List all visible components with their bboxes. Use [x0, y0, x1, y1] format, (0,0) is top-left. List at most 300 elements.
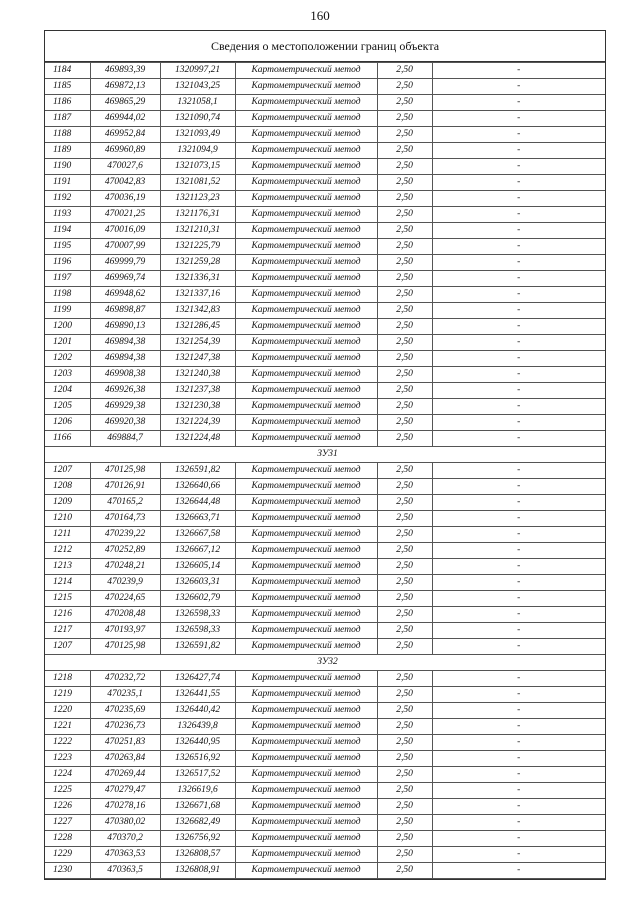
- x-coordinate-cell: 469894,38: [90, 351, 160, 367]
- description-cell: -: [432, 847, 605, 863]
- accuracy-cell: 2,50: [377, 271, 432, 287]
- point-number-cell: 1216: [45, 607, 90, 623]
- accuracy-cell: 2,50: [377, 63, 432, 79]
- table-row: [45, 335, 605, 351]
- table-row: [45, 847, 605, 863]
- table-row: [45, 527, 605, 543]
- point-number-cell: 1228: [45, 831, 90, 847]
- table-row: [45, 367, 605, 383]
- accuracy-cell: 2,50: [377, 223, 432, 239]
- table-row: [45, 191, 605, 207]
- accuracy-cell: 2,50: [377, 207, 432, 223]
- y-coordinate-cell: 1326682,49: [160, 815, 235, 831]
- table-row: [45, 431, 605, 447]
- description-cell: -: [432, 463, 605, 479]
- table-row: [45, 815, 605, 831]
- table-row: [45, 143, 605, 159]
- method-cell: Картометрический метод: [235, 671, 377, 687]
- accuracy-cell: 2,50: [377, 463, 432, 479]
- point-number-cell: 1207: [45, 639, 90, 655]
- accuracy-cell: 2,50: [377, 127, 432, 143]
- method-cell: Картометрический метод: [235, 271, 377, 287]
- table-row: [45, 511, 605, 527]
- point-number-cell: 1209: [45, 495, 90, 511]
- method-cell: Картометрический метод: [235, 815, 377, 831]
- description-cell: -: [432, 495, 605, 511]
- accuracy-cell: 2,50: [377, 111, 432, 127]
- section-label: ЗУ31: [45, 447, 605, 463]
- description-cell: -: [432, 607, 605, 623]
- y-coordinate-cell: 1321224,39: [160, 415, 235, 431]
- point-number-cell: 1229: [45, 847, 90, 863]
- description-cell: -: [432, 783, 605, 799]
- accuracy-cell: 2,50: [377, 607, 432, 623]
- x-coordinate-cell: 470126,91: [90, 479, 160, 495]
- accuracy-cell: 2,50: [377, 95, 432, 111]
- y-coordinate-cell: 1326756,92: [160, 831, 235, 847]
- method-cell: Картометрический метод: [235, 79, 377, 95]
- method-cell: Картометрический метод: [235, 719, 377, 735]
- method-cell: Картометрический метод: [235, 175, 377, 191]
- table-row: [45, 751, 605, 767]
- point-number-cell: 1221: [45, 719, 90, 735]
- accuracy-cell: 2,50: [377, 559, 432, 575]
- description-cell: -: [432, 271, 605, 287]
- boundary-table-frame: [44, 30, 606, 880]
- method-cell: Картометрический метод: [235, 351, 377, 367]
- description-cell: -: [432, 415, 605, 431]
- point-number-cell: 1217: [45, 623, 90, 639]
- point-number-cell: 1206: [45, 415, 90, 431]
- accuracy-cell: 2,50: [377, 511, 432, 527]
- y-coordinate-cell: 1326667,58: [160, 527, 235, 543]
- y-coordinate-cell: 1326591,82: [160, 639, 235, 655]
- method-cell: Картометрический метод: [235, 607, 377, 623]
- description-cell: -: [432, 831, 605, 847]
- y-coordinate-cell: 1326667,12: [160, 543, 235, 559]
- point-number-cell: 1186: [45, 95, 90, 111]
- x-coordinate-cell: 469944,02: [90, 111, 160, 127]
- table-row: [45, 79, 605, 95]
- y-coordinate-cell: 1326671,68: [160, 799, 235, 815]
- point-number-cell: 1187: [45, 111, 90, 127]
- description-cell: -: [432, 143, 605, 159]
- x-coordinate-cell: 470278,16: [90, 799, 160, 815]
- x-coordinate-cell: 470208,48: [90, 607, 160, 623]
- accuracy-cell: 2,50: [377, 623, 432, 639]
- description-cell: -: [432, 719, 605, 735]
- section-header-row: [45, 447, 605, 463]
- description-cell: -: [432, 799, 605, 815]
- point-number-cell: 1196: [45, 255, 90, 271]
- method-cell: Картометрический метод: [235, 687, 377, 703]
- y-coordinate-cell: 1326663,71: [160, 511, 235, 527]
- point-number-cell: 1224: [45, 767, 90, 783]
- y-coordinate-cell: 1321286,45: [160, 319, 235, 335]
- method-cell: Картометрический метод: [235, 735, 377, 751]
- point-number-cell: 1194: [45, 223, 90, 239]
- table-row: [45, 159, 605, 175]
- x-coordinate-cell: 470232,72: [90, 671, 160, 687]
- point-number-cell: 1184: [45, 63, 90, 79]
- accuracy-cell: 2,50: [377, 143, 432, 159]
- description-cell: -: [432, 223, 605, 239]
- x-coordinate-cell: 469908,38: [90, 367, 160, 383]
- description-cell: -: [432, 479, 605, 495]
- accuracy-cell: 2,50: [377, 287, 432, 303]
- accuracy-cell: 2,50: [377, 687, 432, 703]
- accuracy-cell: 2,50: [377, 719, 432, 735]
- point-number-cell: 1191: [45, 175, 90, 191]
- point-number-cell: 1195: [45, 239, 90, 255]
- method-cell: Картометрический метод: [235, 431, 377, 447]
- x-coordinate-cell: 469952,84: [90, 127, 160, 143]
- description-cell: -: [432, 239, 605, 255]
- accuracy-cell: 2,50: [377, 79, 432, 95]
- x-coordinate-cell: 469893,39: [90, 63, 160, 79]
- table-row: [45, 703, 605, 719]
- method-cell: Картометрический метод: [235, 767, 377, 783]
- description-cell: -: [432, 175, 605, 191]
- accuracy-cell: 2,50: [377, 815, 432, 831]
- y-coordinate-cell: 1321043,25: [160, 79, 235, 95]
- page-number: 160: [310, 8, 330, 23]
- x-coordinate-cell: 470251,83: [90, 735, 160, 751]
- point-number-cell: 1203: [45, 367, 90, 383]
- method-cell: Картометрический метод: [235, 863, 377, 879]
- x-coordinate-cell: 470027,6: [90, 159, 160, 175]
- y-coordinate-cell: 1326516,92: [160, 751, 235, 767]
- method-cell: Картометрический метод: [235, 479, 377, 495]
- method-cell: Картометрический метод: [235, 639, 377, 655]
- y-coordinate-cell: 1326440,42: [160, 703, 235, 719]
- point-number-cell: 1223: [45, 751, 90, 767]
- method-cell: Картометрический метод: [235, 223, 377, 239]
- y-coordinate-cell: 1321254,39: [160, 335, 235, 351]
- description-cell: -: [432, 671, 605, 687]
- accuracy-cell: 2,50: [377, 303, 432, 319]
- point-number-cell: 1197: [45, 271, 90, 287]
- y-coordinate-cell: 1321259,28: [160, 255, 235, 271]
- description-cell: -: [432, 575, 605, 591]
- description-cell: -: [432, 351, 605, 367]
- point-number-cell: 1208: [45, 479, 90, 495]
- x-coordinate-cell: 470224,65: [90, 591, 160, 607]
- point-number-cell: 1218: [45, 671, 90, 687]
- table-row: [45, 719, 605, 735]
- method-cell: Картометрический метод: [235, 463, 377, 479]
- accuracy-cell: 2,50: [377, 735, 432, 751]
- description-cell: -: [432, 79, 605, 95]
- x-coordinate-cell: 470007,99: [90, 239, 160, 255]
- x-coordinate-cell: 469929,38: [90, 399, 160, 415]
- method-cell: Картометрический метод: [235, 111, 377, 127]
- y-coordinate-cell: 1321093,49: [160, 127, 235, 143]
- x-coordinate-cell: 470042,83: [90, 175, 160, 191]
- method-cell: Картометрический метод: [235, 143, 377, 159]
- method-cell: Картометрический метод: [235, 415, 377, 431]
- table-row: [45, 767, 605, 783]
- description-cell: -: [432, 63, 605, 79]
- x-coordinate-cell: 469926,38: [90, 383, 160, 399]
- accuracy-cell: 2,50: [377, 751, 432, 767]
- table-row: [45, 639, 605, 655]
- accuracy-cell: 2,50: [377, 783, 432, 799]
- method-cell: Картометрический метод: [235, 495, 377, 511]
- y-coordinate-cell: 1326598,33: [160, 623, 235, 639]
- x-coordinate-cell: 469884,7: [90, 431, 160, 447]
- table-row: [45, 479, 605, 495]
- method-cell: Картометрический метод: [235, 591, 377, 607]
- table-row: [45, 463, 605, 479]
- accuracy-cell: 2,50: [377, 239, 432, 255]
- coordinates-table: [45, 62, 605, 879]
- point-number-cell: 1215: [45, 591, 90, 607]
- table-row: [45, 303, 605, 319]
- x-coordinate-cell: 470165,2: [90, 495, 160, 511]
- y-coordinate-cell: 1321237,38: [160, 383, 235, 399]
- table-row: [45, 591, 605, 607]
- table-row: [45, 783, 605, 799]
- method-cell: Картометрический метод: [235, 303, 377, 319]
- description-cell: -: [432, 207, 605, 223]
- y-coordinate-cell: 1326602,79: [160, 591, 235, 607]
- accuracy-cell: 2,50: [377, 799, 432, 815]
- y-coordinate-cell: 1321090,74: [160, 111, 235, 127]
- accuracy-cell: 2,50: [377, 479, 432, 495]
- point-number-cell: 1210: [45, 511, 90, 527]
- method-cell: Картометрический метод: [235, 335, 377, 351]
- table-row: [45, 319, 605, 335]
- description-cell: -: [432, 335, 605, 351]
- accuracy-cell: 2,50: [377, 415, 432, 431]
- table-row: [45, 495, 605, 511]
- method-cell: Картометрический метод: [235, 751, 377, 767]
- accuracy-cell: 2,50: [377, 319, 432, 335]
- point-number-cell: 1226: [45, 799, 90, 815]
- accuracy-cell: 2,50: [377, 431, 432, 447]
- y-coordinate-cell: 1326439,8: [160, 719, 235, 735]
- table-row: [45, 543, 605, 559]
- table-row: [45, 287, 605, 303]
- x-coordinate-cell: 469960,89: [90, 143, 160, 159]
- description-cell: -: [432, 383, 605, 399]
- accuracy-cell: 2,50: [377, 767, 432, 783]
- x-coordinate-cell: 470363,5: [90, 863, 160, 879]
- point-number-cell: 1188: [45, 127, 90, 143]
- y-coordinate-cell: 1321230,38: [160, 399, 235, 415]
- description-cell: -: [432, 431, 605, 447]
- accuracy-cell: 2,50: [377, 335, 432, 351]
- y-coordinate-cell: 1326427,74: [160, 671, 235, 687]
- x-coordinate-cell: 470235,1: [90, 687, 160, 703]
- description-cell: -: [432, 367, 605, 383]
- y-coordinate-cell: 1321337,16: [160, 287, 235, 303]
- description-cell: -: [432, 543, 605, 559]
- method-cell: Картометрический метод: [235, 207, 377, 223]
- y-coordinate-cell: 1326619,6: [160, 783, 235, 799]
- description-cell: -: [432, 191, 605, 207]
- table-row: [45, 559, 605, 575]
- accuracy-cell: 2,50: [377, 543, 432, 559]
- table-row: [45, 623, 605, 639]
- accuracy-cell: 2,50: [377, 255, 432, 271]
- method-cell: Картометрический метод: [235, 159, 377, 175]
- table-row: [45, 671, 605, 687]
- section-header-row: [45, 655, 605, 671]
- y-coordinate-cell: 1326605,14: [160, 559, 235, 575]
- y-coordinate-cell: 1321225,79: [160, 239, 235, 255]
- method-cell: Картометрический метод: [235, 543, 377, 559]
- x-coordinate-cell: 469898,87: [90, 303, 160, 319]
- accuracy-cell: 2,50: [377, 847, 432, 863]
- method-cell: Картометрический метод: [235, 831, 377, 847]
- x-coordinate-cell: 469999,79: [90, 255, 160, 271]
- y-coordinate-cell: 1321094,9: [160, 143, 235, 159]
- method-cell: Картометрический метод: [235, 127, 377, 143]
- accuracy-cell: 2,50: [377, 399, 432, 415]
- point-number-cell: 1211: [45, 527, 90, 543]
- description-cell: -: [432, 591, 605, 607]
- y-coordinate-cell: 1321123,23: [160, 191, 235, 207]
- x-coordinate-cell: 469865,29: [90, 95, 160, 111]
- y-coordinate-cell: 1326441,55: [160, 687, 235, 703]
- point-number-cell: 1185: [45, 79, 90, 95]
- x-coordinate-cell: 469948,62: [90, 287, 160, 303]
- description-cell: -: [432, 399, 605, 415]
- description-cell: -: [432, 751, 605, 767]
- point-number-cell: 1227: [45, 815, 90, 831]
- description-cell: -: [432, 303, 605, 319]
- method-cell: Картометрический метод: [235, 319, 377, 335]
- x-coordinate-cell: 470380,02: [90, 815, 160, 831]
- accuracy-cell: 2,50: [377, 575, 432, 591]
- table-row: [45, 223, 605, 239]
- table-row: [45, 383, 605, 399]
- description-cell: -: [432, 815, 605, 831]
- x-coordinate-cell: 470016,09: [90, 223, 160, 239]
- method-cell: Картометрический метод: [235, 623, 377, 639]
- method-cell: Картометрический метод: [235, 191, 377, 207]
- table-row: [45, 415, 605, 431]
- point-number-cell: 1198: [45, 287, 90, 303]
- x-coordinate-cell: 470279,47: [90, 783, 160, 799]
- y-coordinate-cell: 1321058,1: [160, 95, 235, 111]
- point-number-cell: 1193: [45, 207, 90, 223]
- table-row: [45, 863, 605, 879]
- point-number-cell: 1213: [45, 559, 90, 575]
- description-cell: -: [432, 159, 605, 175]
- description-cell: -: [432, 639, 605, 655]
- x-coordinate-cell: 470252,89: [90, 543, 160, 559]
- y-coordinate-cell: 1321224,48: [160, 431, 235, 447]
- description-cell: -: [432, 703, 605, 719]
- point-number-cell: 1192: [45, 191, 90, 207]
- table-row: [45, 175, 605, 191]
- description-cell: -: [432, 511, 605, 527]
- accuracy-cell: 2,50: [377, 159, 432, 175]
- description-cell: -: [432, 623, 605, 639]
- x-coordinate-cell: 470021,25: [90, 207, 160, 223]
- description-cell: -: [432, 255, 605, 271]
- table-row: [45, 831, 605, 847]
- description-cell: -: [432, 319, 605, 335]
- table-row: [45, 239, 605, 255]
- x-coordinate-cell: 470193,97: [90, 623, 160, 639]
- x-coordinate-cell: 470236,73: [90, 719, 160, 735]
- description-cell: -: [432, 111, 605, 127]
- table-row: [45, 207, 605, 223]
- table-row: [45, 255, 605, 271]
- point-number-cell: 1225: [45, 783, 90, 799]
- y-coordinate-cell: 1321176,31: [160, 207, 235, 223]
- section-label: ЗУ32: [45, 655, 605, 671]
- point-number-cell: 1230: [45, 863, 90, 879]
- accuracy-cell: 2,50: [377, 527, 432, 543]
- table-row: [45, 735, 605, 751]
- table-row: [45, 575, 605, 591]
- method-cell: Картометрический метод: [235, 783, 377, 799]
- x-coordinate-cell: 469969,74: [90, 271, 160, 287]
- accuracy-cell: 2,50: [377, 495, 432, 511]
- x-coordinate-cell: 470235,69: [90, 703, 160, 719]
- table-row: [45, 799, 605, 815]
- point-number-cell: 1222: [45, 735, 90, 751]
- accuracy-cell: 2,50: [377, 175, 432, 191]
- accuracy-cell: 2,50: [377, 367, 432, 383]
- method-cell: Картометрический метод: [235, 399, 377, 415]
- coordinates-table-body: [45, 63, 605, 879]
- description-cell: -: [432, 863, 605, 879]
- description-cell: -: [432, 735, 605, 751]
- table-row: [45, 351, 605, 367]
- accuracy-cell: 2,50: [377, 703, 432, 719]
- accuracy-cell: 2,50: [377, 383, 432, 399]
- accuracy-cell: 2,50: [377, 671, 432, 687]
- table-title: Сведения о местоположении границ объекта: [45, 31, 605, 62]
- description-cell: -: [432, 127, 605, 143]
- description-cell: -: [432, 95, 605, 111]
- point-number-cell: 1205: [45, 399, 90, 415]
- y-coordinate-cell: 1321342,83: [160, 303, 235, 319]
- x-coordinate-cell: 470248,21: [90, 559, 160, 575]
- method-cell: Картометрический метод: [235, 287, 377, 303]
- point-number-cell: 1207: [45, 463, 90, 479]
- x-coordinate-cell: 470164,73: [90, 511, 160, 527]
- table-row: [45, 607, 605, 623]
- point-number-cell: 1200: [45, 319, 90, 335]
- point-number-cell: 1189: [45, 143, 90, 159]
- y-coordinate-cell: 1326640,66: [160, 479, 235, 495]
- y-coordinate-cell: 1326808,91: [160, 863, 235, 879]
- point-number-cell: 1212: [45, 543, 90, 559]
- point-number-cell: 1204: [45, 383, 90, 399]
- y-coordinate-cell: 1321247,38: [160, 351, 235, 367]
- description-cell: -: [432, 527, 605, 543]
- y-coordinate-cell: 1321336,31: [160, 271, 235, 287]
- y-coordinate-cell: 1326808,57: [160, 847, 235, 863]
- description-cell: -: [432, 687, 605, 703]
- method-cell: Картометрический метод: [235, 847, 377, 863]
- y-coordinate-cell: 1326603,31: [160, 575, 235, 591]
- table-row: [45, 95, 605, 111]
- point-number-cell: 1199: [45, 303, 90, 319]
- x-coordinate-cell: 470125,98: [90, 639, 160, 655]
- description-cell: -: [432, 559, 605, 575]
- x-coordinate-cell: 469894,38: [90, 335, 160, 351]
- y-coordinate-cell: 1326598,33: [160, 607, 235, 623]
- y-coordinate-cell: 1326591,82: [160, 463, 235, 479]
